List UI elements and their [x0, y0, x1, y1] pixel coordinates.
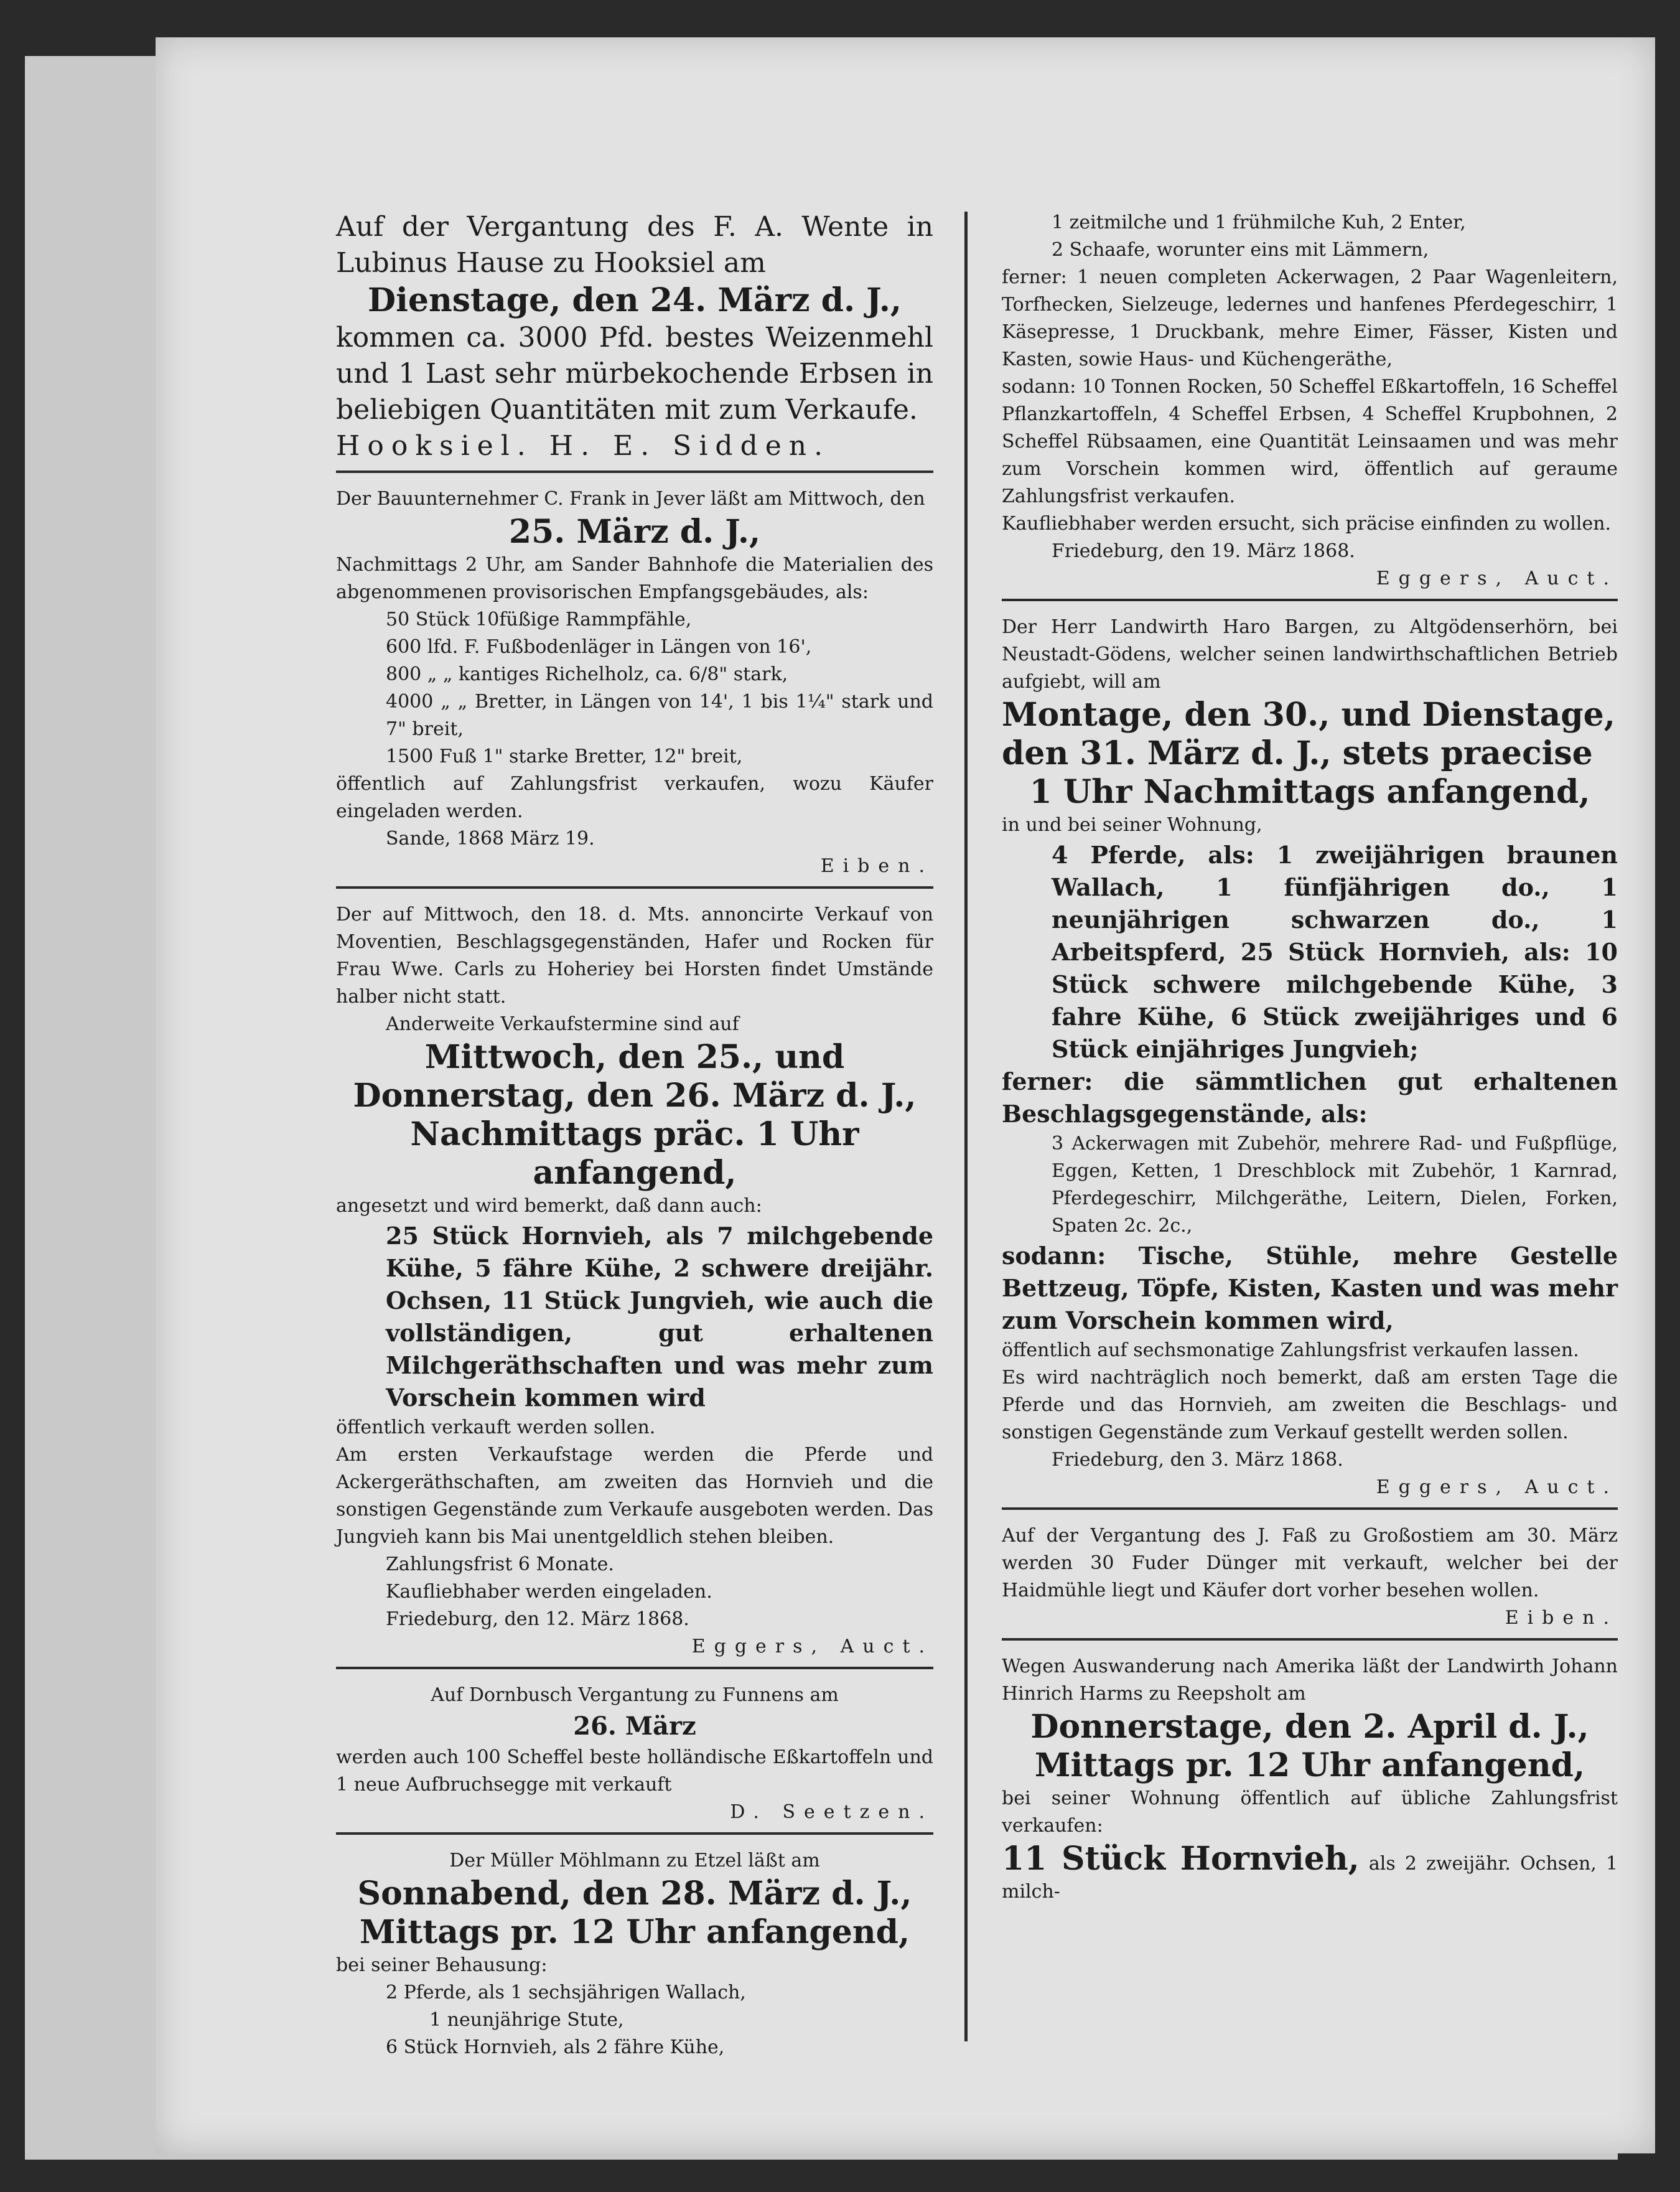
ad-heavy-list: sodann: Tische, Stühle, mehre Gestelle Bettzeug, Töpfe, Kisten, Kasten und was mehr zum Vorschein kommen wird,	[1002, 1242, 1618, 1334]
advertisement-harms	[1002, 1649, 1618, 1912]
ad-body: werden auch 100 Scheffel beste holländische Eßkartoffeln und 1 neue Aufbruchsegge mit verkauft	[336, 1746, 933, 1796]
ad-signature: Eggers, Auct.	[691, 1636, 933, 1657]
ad-intro: Der Müller Möhlmann zu Etzel läßt am	[449, 1850, 820, 1871]
ad-date: Donnerstage, den 2. April d. J.,	[1030, 1708, 1589, 1746]
right-column	[1002, 205, 1618, 1921]
ad-time: Mittags pr. 12 Uhr anfangend,	[1034, 1746, 1585, 1784]
ad-heavy-list: 4 Pferde, als: 1 zweijährigen braunen Wallach, 1 fünfjährigen do., 1 neunjährigen schwarzen do., 1 Arbeitspferd, 25 Stück Hornvieh, als: 10 Stück schwere milchgebende Kühe, 3 fahre Kühe, 6 Stück zweijähriges und 6 Stück einjähriges Jungvieh;	[1052, 841, 1618, 1063]
item-line: 800 „ „ kantiges Richelholz, ca. 6/8" stark,	[386, 663, 788, 685]
ad-intro: Der Herr Landwirth Haro Bargen, zu Altgödenserhörn, bei Neustadt-Gödens, welcher seinen landwirthschaftlichen Betrieb aufgiebt, will am	[1002, 616, 1618, 693]
advertisement-carls	[336, 897, 933, 1669]
ad-signature: Eiben.	[820, 855, 933, 877]
ad-signature: Eggers, Auct.	[1376, 568, 1618, 589]
item-line: 50 Stück 10füßige Rammpfähle,	[386, 609, 692, 630]
ad-line: ferner: 1 neuen completen Ackerwagen, 2 Paar Wagenleitern, Torfhecken, Sielzeuge, ledernes und hanfenes Pferdegeschirr, 1 Käsepresse, 1 Druckbank, mehre Eimer, Fässer, Kisten und Kasten, sowie Haus- und Küchengeräthe,	[1002, 266, 1618, 370]
column-divider	[964, 212, 968, 2041]
ad-date: Montage, den 30., und Dienstage,	[1002, 696, 1615, 734]
ad-place-date: Friedeburg, den 12. März 1868.	[386, 1608, 689, 1630]
ad-body: Auf der Vergantung des J. Faß zu Großostiem am 30. März werden 30 Fuder Dünger mit verkauft, welcher bei der Haidmühle liegt und Käufer dort vorher besehen wollen.	[1002, 1525, 1618, 1601]
ad-line: Kaufliebhaber werden ersucht, sich präcise einfinden zu wollen.	[1002, 513, 1612, 535]
ad-tail: als 2 zweijähr. Ochsen, 1 milch-	[1002, 1853, 1618, 1903]
ad-place-date: Sande, 1868 März 19.	[386, 828, 595, 850]
ad-body: kommen ca. 3000 Pfd. bestes Weizenmehl und 1 Last sehr mürbekochende Erbsen in beliebigen Quantitäten mit zum Verkaufe.	[336, 322, 933, 426]
ad-intro: Der Bauunternehmer C. Frank in Jever läßt am Mittwoch, den	[336, 488, 925, 510]
ad-line: Anderweite Verkaufstermine sind auf	[386, 1013, 739, 1035]
ad-intro: Auf Dornbusch Vergantung zu Funnens am	[431, 1684, 839, 1706]
ad-line: 1 zeitmilche und 1 frühmilche Kuh, 2 Enter,	[1052, 212, 1466, 233]
ad-date: 26. März	[573, 1712, 696, 1741]
ad-place-date: Friedeburg, den 3. März 1868.	[1052, 1449, 1343, 1471]
ad-signature: Eiben.	[1505, 1607, 1618, 1629]
ad-date: Dienstage, den 24. März d. J.,	[368, 281, 902, 319]
ad-line: 2 Schaafe, worunter eins mit Lämmern,	[1052, 239, 1429, 261]
ad-note: bei seiner Behausung:	[336, 1954, 548, 1976]
item-line: 2 Pferde, als 1 sechsjährigen Wallach,	[386, 1982, 746, 2003]
ad-line: sodann: 10 Tonnen Rocken, 50 Scheffel Eßkartoffeln, 16 Scheffel Pflanzkartoffeln, 4 Scheffel Erbsen, 4 Scheffel Krupbohnen, 2 Scheffel Rübsaamen, eine Quantität Leinsaamen und was mehr zum Vorschein kommen wird, öffentlich auf geraume Zahlungsfrist verkaufen.	[1002, 376, 1618, 507]
ad-intro: Der auf Mittwoch, den 18. d. Mts. annoncirte Verkauf von Moventien, Beschlagsgegenständen, Hafer und Rocken für Frau Wwe. Carls zu Hoheriey bei Horsten findet Umstände halber nicht statt.	[336, 904, 933, 1008]
ad-note: in und bei seiner Wohnung,	[1002, 814, 1262, 836]
advertisement-frank	[336, 482, 933, 889]
item-line: 600 lfd. F. Fußbodenläger in Längen von 16',	[386, 636, 812, 658]
ad-invite: Kaufliebhaber werden eingeladen.	[386, 1581, 712, 1603]
advertisement-wente	[336, 205, 933, 473]
ad-body: Nachmittags 2 Uhr, am Sander Bahnhofe die Materialien des abgenommenen provisorischen Empfangsgebäudes, als:	[336, 554, 933, 603]
ad-time: 1 Uhr Nachmittags anfangend,	[1029, 773, 1590, 811]
ad-date: 25. März d. J.,	[508, 513, 761, 551]
ad-intro: Auf der Vergantung des F. A. Wente in Lubinus Hause zu Hooksiel am	[336, 211, 933, 279]
item-line: 6 Stück Hornvieh, als 2 fähre Kühe,	[386, 2036, 725, 2058]
ad-date: Sonnabend, den 28. März d. J.,	[357, 1875, 912, 1913]
ad-note: bei seiner Wohnung öffentlich auf übliche Zahlungsfrist verkaufen:	[1002, 1787, 1618, 1837]
ad-body: Am ersten Verkaufstage werden die Pferde und Ackergeräthschaften, am zweiten das Hornvieh und die sonstigen Gegenstände zum Verkaufe ausgeboten werden. Das Jungvieh kann bis Mai unentgeldlich stehen bleiben.	[336, 1444, 933, 1548]
ad-place-date: Friedeburg, den 19. März 1868.	[1052, 540, 1355, 562]
ad-heavy-item: 11 Stück Hornvieh,	[1002, 1840, 1360, 1878]
ad-intro: Wegen Auswanderung nach Amerika läßt der Landwirth Johann Hinrich Harms zu Reepsholt am	[1002, 1656, 1618, 1705]
advertisement-bargen	[1002, 610, 1618, 1510]
ad-signature: Hooksiel. H. E. Sidden.	[336, 430, 831, 462]
advertisement-dornbusch	[336, 1678, 933, 1835]
ad-body: Es wird nachträglich noch bemerkt, daß am ersten Tage die Pferde und das Hornvieh, am zweiten die Beschlags- und sonstigen Gegenstände zum Verkauf gestellt werden sollen.	[1002, 1367, 1618, 1443]
ad-closing: öffentlich auf Zahlungsfrist verkaufen, wozu Käufer eingeladen werden.	[336, 773, 933, 822]
item-line: 4000 „ „ Bretter, in Längen von 14', 1 bis 1¼" stark und 7" breit,	[386, 691, 933, 740]
ad-final-line	[1002, 1840, 1618, 1906]
ad-time: Mittags pr. 12 Uhr anfangend,	[359, 1913, 910, 1951]
left-column	[336, 205, 933, 2076]
ad-time: Nachmittags präc. 1 Uhr anfangend,	[410, 1115, 859, 1192]
advertisement-moehlmann	[336, 1843, 933, 2068]
ad-body: öffentlich verkauft werden sollen.	[336, 1417, 656, 1438]
ad-note: angesetzt und wird bemerkt, daß dann auch:	[336, 1195, 762, 1217]
ad-date: den 31. März d. J., stets praecise	[1002, 734, 1593, 772]
ad-body: öffentlich auf sechsmonatige Zahlungsfrist verkaufen lassen.	[1002, 1339, 1579, 1361]
ad-date: Mittwoch, den 25., und	[424, 1038, 845, 1076]
ad-terms: Zahlungsfrist 6 Monate.	[386, 1553, 614, 1575]
ad-signature: D. Seetzen.	[730, 1801, 933, 1823]
advertisement-fass	[1002, 1519, 1618, 1641]
ad-heavy-list: ferner: die sämmtlichen gut erhaltenen Beschlagsgegenstände, als:	[1002, 1067, 1618, 1128]
advertisement-continued	[1002, 205, 1618, 601]
ad-signature: Eggers, Auct.	[1376, 1476, 1618, 1498]
ad-date: Donnerstag, den 26. März d. J.,	[353, 1077, 917, 1115]
ad-heavy-list: 25 Stück Hornvieh, als 7 milchgebende Kühe, 5 fähre Kühe, 2 schwere dreijähr. Ochsen, 11 Stück Jungvieh, wie auch die vollständigen, gut erhaltenen Milchgeräthschaften und was mehr zum Vorschein kommen wird	[386, 1222, 933, 1412]
ad-items: 3 Ackerwagen mit Zubehör, mehrere Rad- und Fußpflüge, Eggen, Ketten, 1 Dreschblock mit Zubehör, 1 Karnrad, Pferdegeschirr, Milchgeräthe, Leitern, Dielen, Forken, Spaten 2c. 2c.,	[1052, 1133, 1618, 1237]
item-line: 1 neunjährige Stute,	[429, 2009, 624, 2031]
item-line: 1500 Fuß 1" starke Bretter, 12" breit,	[386, 746, 743, 767]
